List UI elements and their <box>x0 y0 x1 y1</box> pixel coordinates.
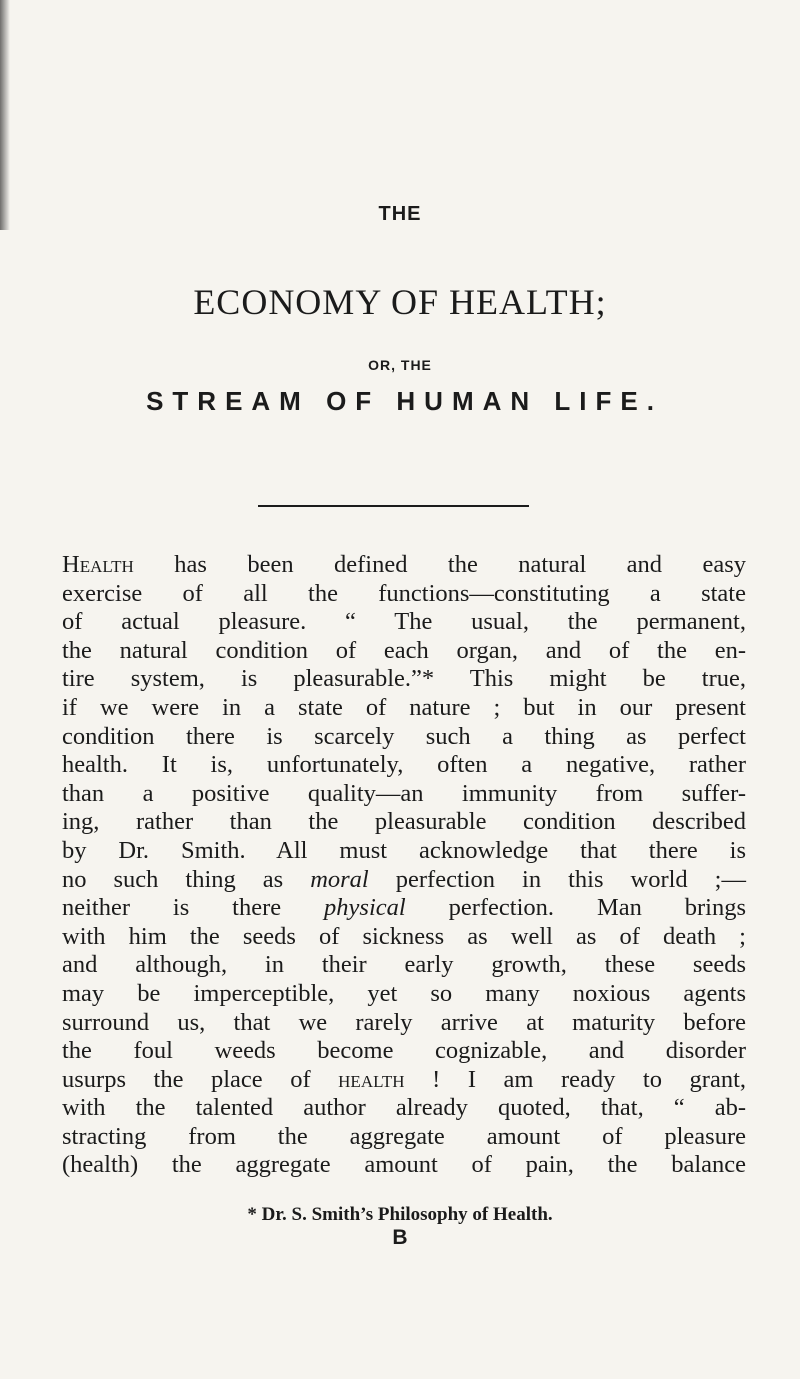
text-line: tire system, is pleasurable.”* This might be true, <box>62 665 746 693</box>
text-line: than a positive quality—an immunity from suffer- <box>62 779 746 807</box>
emphasis: moral <box>310 865 369 893</box>
text-line: exercise of all the functions—constituting a state <box>62 579 746 607</box>
heading-or-the: OR, THE <box>368 357 432 373</box>
text-line: condition there is scarcely such a thing as perfect <box>62 722 746 750</box>
text-line: stracting from the aggregate amount of pleasure <box>62 1122 746 1150</box>
text-line: if we were in a state of nature ; but in our present <box>62 693 746 721</box>
text-line: may be imperceptible, yet so many noxious agents <box>62 979 746 1007</box>
body-text <box>62 551 746 1180</box>
text-line: the natural condition of each organ, and of the en- <box>62 636 746 664</box>
section-divider <box>258 505 529 507</box>
small-caps-word: health <box>338 1065 405 1093</box>
text-line: usurps the place of health ! I am ready to grant, <box>62 1065 746 1093</box>
text-line: and although, in their early growth, these seeds <box>62 951 746 979</box>
text-line: with the talented author already quoted, that, “ ab- <box>62 1094 746 1122</box>
lead-word: Health <box>62 551 134 578</box>
emphasis: physical <box>324 894 406 922</box>
text-line: the foul weeds become cognizable, and disorder <box>62 1037 746 1065</box>
text-line: by Dr. Smith. All must acknowledge that there is <box>62 836 746 864</box>
page-title: ECONOMY OF HEALTH; <box>193 282 607 322</box>
text-line: no such thing as moral perfection in this world ;— <box>62 865 746 893</box>
text-line: of actual pleasure. “ The usual, the permanent, <box>62 608 746 636</box>
signature-mark: B <box>392 1226 408 1249</box>
footnote: * Dr. S. Smith’s Philosophy of Health. <box>247 1204 553 1225</box>
heading-the: THE <box>378 203 422 225</box>
page-edge-shadow <box>0 0 10 230</box>
text-line: ing, rather than the pleasurable condition described <box>62 808 746 836</box>
text-line: neither is there physical perfection. Man brings <box>62 894 747 922</box>
text-line: (health) the aggregate amount of pain, the balance <box>62 1151 746 1179</box>
text-line: Health has been defined the natural and easy <box>62 551 746 578</box>
text-line: health. It is, unfortunately, often a negative, rather <box>62 751 746 779</box>
page-subtitle: STREAM OF HUMAN LIFE. <box>146 386 663 416</box>
text-line: with him the seeds of sickness as well as of death ; <box>62 922 746 950</box>
text-line: surround us, that we rarely arrive at maturity before <box>62 1008 746 1036</box>
